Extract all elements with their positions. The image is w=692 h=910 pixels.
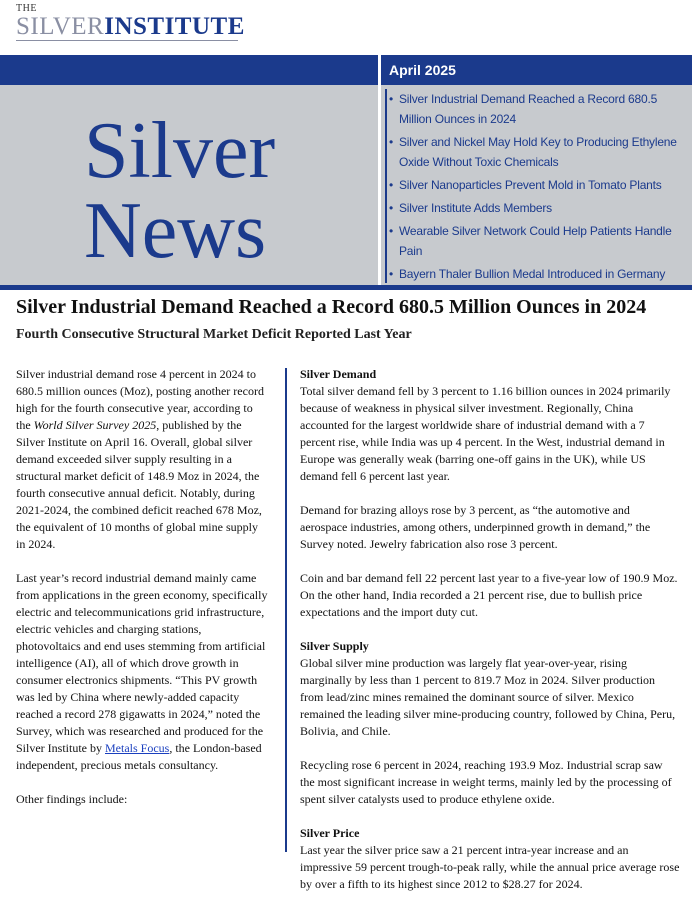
toc-rule bbox=[385, 89, 387, 283]
paragraph: Silver industrial demand rose 4 percent in 2024 to 680.5 million ounces (Moz), posting another record high for the fourth consecutive year, according to the World Silver Survey 2025, published by the Silver Institute on April 16. Overall, global silver demand exceeded silver supply resulting in a structural market deficit of 148.9 Moz in 2024, the fourth consecutive annual deficit. Notably, during 2021-2024, the combined deficit reached 678 Moz, the equivalent of 10 months of global mine supply in 2024. bbox=[16, 367, 264, 551]
masthead-title-panel bbox=[0, 85, 378, 285]
section-heading-supply: Silver Supply bbox=[300, 639, 369, 653]
table-of-contents bbox=[381, 85, 692, 285]
logo-wordmark bbox=[16, 14, 245, 40]
paragraph: Recycling rose 6 percent in 2024, reaching 193.9 Moz. Industrial scrap saw the most significant increase in weight terms, mainly led by the processing of spent silver catalysts used to produce ethylene oxide. bbox=[300, 758, 672, 806]
masthead-title-silver: Silver bbox=[84, 107, 276, 195]
toc-item[interactable]: • Bayern Thaler Bullion Medal Introduced in Germany bbox=[389, 264, 689, 284]
logo-institute: INSTITUTE bbox=[104, 13, 245, 40]
logo-the: THE bbox=[16, 3, 37, 14]
logo-silver: SILVER bbox=[16, 13, 105, 40]
masthead-top-bar bbox=[0, 55, 378, 85]
column-divider bbox=[285, 368, 287, 852]
toc-list bbox=[389, 89, 689, 287]
article-right-column bbox=[300, 366, 680, 910]
article-headline: Silver Industrial Demand Reached a Record 680.5 Million Ounces in 2024 bbox=[16, 296, 647, 318]
masthead-bottom-rule bbox=[0, 285, 692, 290]
toc-item[interactable]: • Wearable Silver Network Could Help Patients Handle Pain bbox=[389, 221, 689, 261]
section-heading-price: Silver Price bbox=[300, 826, 360, 840]
metals-focus-link[interactable]: Metals Focus bbox=[105, 741, 170, 755]
logo-underline bbox=[16, 40, 238, 41]
paragraph: Last year the silver price saw a 21 percent intra-year increase and an impressive 59 percent trough-to-peak rally, while the annual price average rose by over a fifth to its highest since 2012 to $28.27 for 2024. bbox=[300, 843, 680, 891]
toc-item[interactable]: • Silver and Nickel May Hold Key to Producing Ethylene Oxide Without Toxic Chemicals bbox=[389, 132, 689, 172]
paragraph: Coin and bar demand fell 22 percent last year to a five-year low of 190.9 Moz. On the other hand, India recorded a 21 percent rise, due to bullish price expectations and the import duty cut. bbox=[300, 571, 678, 619]
paragraph: Global silver mine production was largely flat year-over-year, rising marginally by less than 1 percent to 819.7 Moz in 2024. Silver production from lead/zinc mines remained the dominant source of silver. Mexico remained the leading silver mine-producing country, followed by China, Peru, Bolivia, and Chile. bbox=[300, 656, 676, 738]
section-heading-demand: Silver Demand bbox=[300, 367, 377, 381]
survey-title: World Silver Survey 2025 bbox=[33, 418, 157, 432]
issue-date-bar bbox=[381, 55, 692, 85]
paragraph: Last year’s record industrial demand mainly came from applications in the green economy, specifically electric and telecommunications grid infrastructure, electric vehicles and charging stations, photovoltaics and end uses stemming from artificial intelligence (AI), all of which drove growth in consumer electronics shipments. “This PV growth was led by China where newly-added capacity reached a record 278 gigawatts in 2024,” noted the Survey, which was researched and produced for the Silver Institute by Metals Focus, the London-based independent, precious metals consultancy. bbox=[16, 571, 268, 772]
paragraph: Total silver demand fell by 3 percent to 1.16 billion ounces in 2024 primarily because of weakness in physical silver investment. Regionally, China accounted for the largest worldwide share of industrial demand with a 7 percent rise, while India was up 4 percent. In the West, industrial demand in Europe was generally weak (barring one-off gains in the UK), while US demand fell 6 percent last year. bbox=[300, 384, 671, 483]
masthead-title-news: News bbox=[84, 187, 267, 275]
toc-item[interactable]: • Silver Industrial Demand Reached a Record 680.5 Million Ounces in 2024 bbox=[389, 89, 689, 129]
paragraph: Other findings include: bbox=[16, 792, 128, 806]
toc-item[interactable]: • Silver Institute Adds Members bbox=[389, 198, 689, 218]
paragraph: Demand for brazing alloys rose by 3 percent, as “the automotive and aerospace industries, among others, underpinned growth in demand,” the Survey noted. Jewelry fabrication also rose 3 percent. bbox=[300, 503, 651, 551]
toc-item[interactable]: • Silver Nanoparticles Prevent Mold in Tomato Plants bbox=[389, 175, 689, 195]
article-left-column bbox=[16, 366, 268, 825]
article-subheadline: Fourth Consecutive Structural Market Deficit Reported Last Year bbox=[16, 327, 412, 342]
silver-institute-logo bbox=[16, 4, 245, 40]
issue-date: April 2025 bbox=[389, 62, 456, 78]
